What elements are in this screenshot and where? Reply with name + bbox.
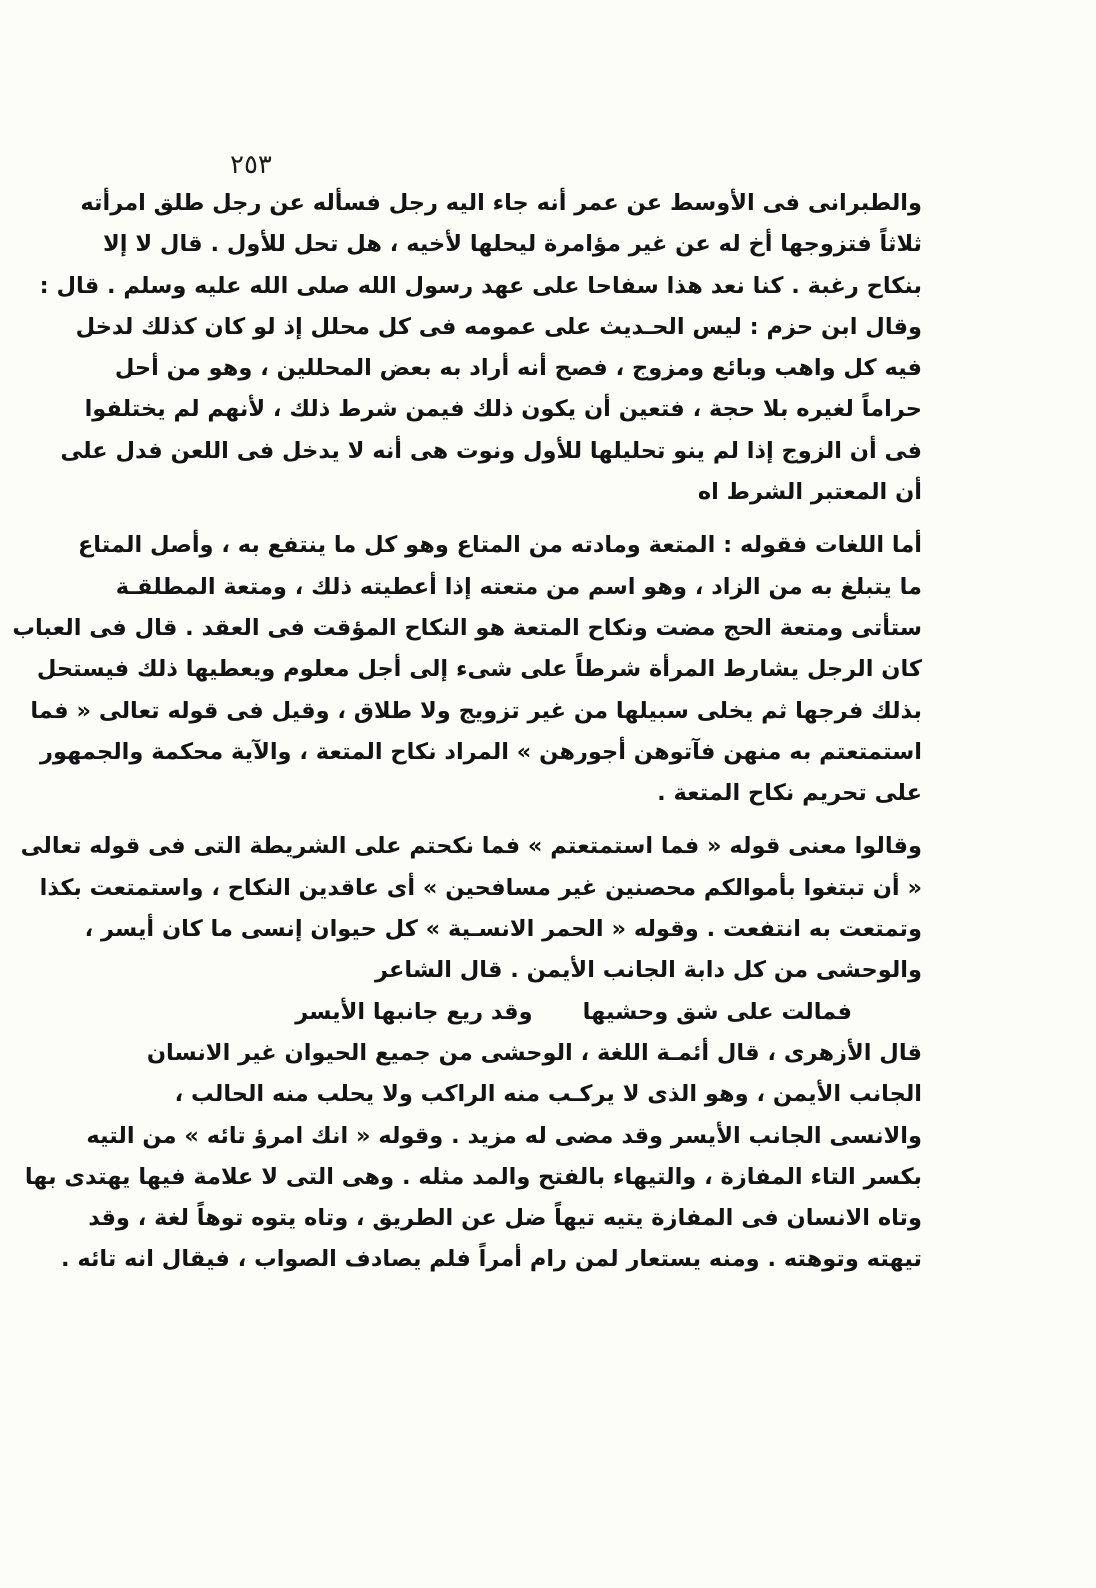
text-line: أما اللغات فقوله : المتعة ومادته من المتاع وهو كل ما ينتفع به ، وأصل المتاع xyxy=(77,532,922,559)
verse-hemistich-1: فمالت على شق وحشيها xyxy=(582,998,852,1025)
text-line: والطبرانى فى الأوسط عن عمر أنه جاء اليه رجل فسأله عن رجل طلق امرأته xyxy=(80,190,922,216)
text-line: « أن تبتغوا بأموالكم محصنين غير مسافحين » أى عاقدين النكاح ، واستمتعت بكذا xyxy=(39,874,922,901)
text-line: بنكاح رغبة . كنا نعد هذا سفاحا على عهد رسول الله صلى الله عليه وسلم . قال : xyxy=(39,272,922,299)
verse-hemistich-2: وقد ريع جانبها الأيسر xyxy=(295,998,533,1025)
page-number: ٢٥٣ xyxy=(230,150,272,180)
text-line: والوحشى من كل دابة الجانب الأيمن . قال الشاعر xyxy=(375,957,922,984)
text-line: وقالوا معنى قوله « فما استمتعتم » فما نكحتم على الشريطة التى فى قوله تعالى xyxy=(20,833,922,860)
text-line: والانسى الجانب الأيسر وقد مضى له مزيد . وقوله « انك امرؤ تائه » من التيه xyxy=(86,1122,922,1149)
text-line: وقال ابن حزم : ليس الحـديث على عمومه فى كل محلل إذ لو كان كذلك لدخل xyxy=(75,313,922,340)
text-line: تيهته وتوهته . ومنه يستعار لمن رام أمراً فلم يصادف الصواب ، فيقال انه تائه . xyxy=(60,1246,922,1273)
text-line: على تحريم نكاح المتعة . xyxy=(657,780,922,807)
text-line: وتمتعت به انتفعت . وقوله « الحمر الانسـية » كل حيوان إنسى ما كان أيسر ، xyxy=(84,916,922,943)
verse-line xyxy=(200,992,922,1033)
text-line: وتاه الانسان فى المفازة يتيه تيهاً ضل عن الطريق ، وتاه يتوه توهاً لغة ، وقد xyxy=(88,1205,922,1232)
text-line: قال الأزهرى ، قال أئمـة اللغة ، الوحشى من جميع الحيوان غير الانسان xyxy=(146,1039,922,1066)
text-line: أن المعتبر الشرط اه xyxy=(697,479,922,506)
text-line: حراماً لغيره بلا حجة ، فتعين أن يكون ذلك فيمن شرط ذلك ، لأنهم لم يختلفوا xyxy=(84,396,922,423)
text-line: بذلك فرجها ثم يخلى سبيلها من غير تزويج ولا طلاق ، وقيل فى قوله تعالى « فما xyxy=(30,697,922,724)
text-line: استمتعتم به منهن فآتوهن أجورهن » المراد نكاح المتعة ، والآية محكمة والجمهور xyxy=(40,738,922,765)
text-line: فى أن الزوج إذا لم ينو تحليلها للأول ونوت هى أنه لا يدخل فى اللعن فدل على xyxy=(60,437,922,464)
text-line: كان الرجل يشارط المرأة شرطاً على شىء إلى أجل معلوم ويعطيها ذلك فيستحل xyxy=(36,656,922,683)
body-text xyxy=(12,183,922,1281)
text-line: فيه كل واهب وبائع ومزوج ، فصح أنه أراد به بعض المحللين ، وهو من أحل xyxy=(114,355,922,382)
text-line: ستأتى ومتعة الحج مضت ونكاح المتعة هو النكاح المؤقت فى العقد . قال فى العباب xyxy=(12,614,922,641)
text-line: الجانب الأيمن ، وهو الذى لا يركـب منه الراكب ولا يحلب منه الحالب ، xyxy=(174,1081,922,1108)
text-line: ثلاثاً فتزوجها أخ له عن غير مؤامرة ليحلها لأخيه ، هل تحل للأول . قال لا إلا xyxy=(103,231,922,258)
text-line: ما يتبلغ به من الزاد ، وهو اسم من متعته إذا أعطيته ذلك ، ومتعة المطلقـة xyxy=(115,573,922,600)
text-line: بكسر التاء المفازة ، والتيهاء بالفتح والمد مثله . وهى التى لا علامة فيها يهتدى بها xyxy=(24,1163,922,1190)
